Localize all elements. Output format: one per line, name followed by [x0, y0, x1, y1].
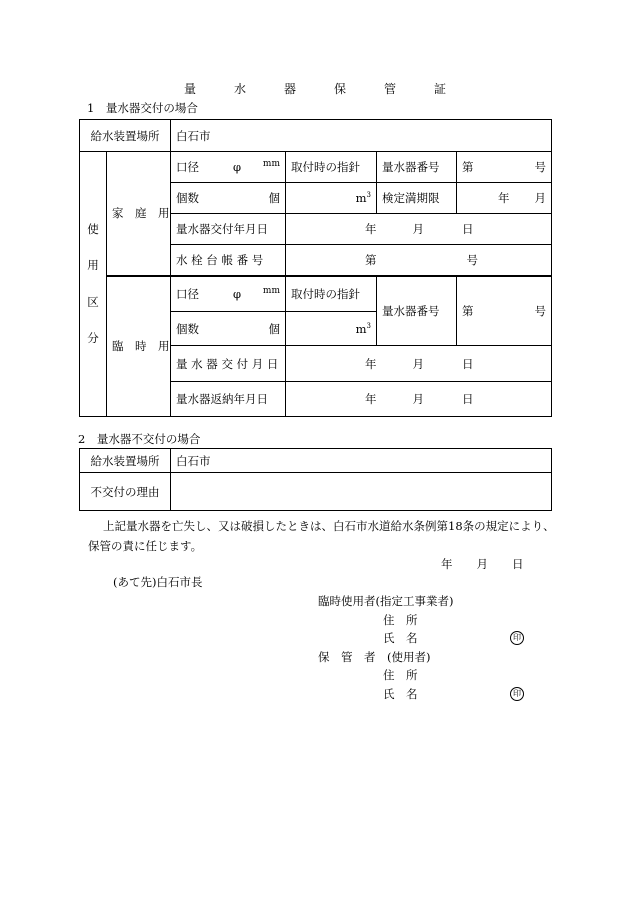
temp-caliber-cell[interactable]: 口径 φ mm: [171, 276, 286, 312]
install-reading-label: 取付時の指針: [286, 152, 377, 183]
reading-value[interactable]: $m^3$: [286, 183, 377, 214]
temp-return-date-label: 量水器返納年月日: [171, 382, 286, 417]
household-use-label: 家 庭 用: [107, 152, 171, 276]
location-value[interactable]: 白石市: [171, 120, 552, 152]
non-issue-reason-value[interactable]: [171, 473, 552, 511]
section2-table: [79, 448, 552, 511]
caliber-cell[interactable]: 口径 φ mm: [171, 152, 286, 183]
keeper-name-label: 氏 名: [383, 687, 418, 701]
expiry-value[interactable]: 年 月: [457, 183, 552, 214]
statement-date[interactable]: 年 月 日: [441, 557, 524, 571]
addressee: (あて先)白石市長: [113, 575, 203, 589]
non-issue-reason-label: 不交付の理由: [80, 473, 171, 511]
seal-icon: 印: [510, 629, 524, 645]
expiry-label: 検定満期限: [377, 183, 457, 214]
title-char: 管: [384, 82, 397, 96]
keeper-address-label: 住 所: [383, 668, 418, 682]
meter-number-label: 量水器番号: [377, 152, 457, 183]
usage-category-label: 使 用 区 分: [80, 152, 107, 417]
count-cell[interactable]: 個数 個: [171, 183, 286, 214]
hydrant-register-value[interactable]: 第 号: [286, 245, 552, 276]
temp-reading-value[interactable]: $m^3$: [286, 312, 377, 346]
temp-user-heading: 臨時使用者(指定工事業者): [318, 594, 454, 608]
temp-user-name-label: 氏 名: [383, 631, 418, 645]
title-char: 保: [334, 82, 347, 96]
s2-location-value[interactable]: 白石市: [171, 449, 552, 473]
title-char: 水: [233, 82, 246, 96]
issue-date-value[interactable]: 年 月 日: [286, 214, 552, 245]
keeper-heading: 保 管 者 (使用者): [318, 650, 431, 664]
s2-location-label: 給水装置場所: [80, 449, 171, 473]
temp-install-reading-label: 取付時の指針: [286, 276, 377, 312]
statement-line1: 上記量水器を亡失し、又は破損したときは、白石市水道給水条例第18条の規定により、: [103, 519, 555, 533]
temp-user-address-label: 住 所: [383, 613, 418, 627]
title-char: 器: [283, 82, 296, 96]
temp-meter-number-value[interactable]: 第 号: [457, 276, 552, 346]
statement-line2: 保管の責に任じます。: [88, 539, 203, 553]
issue-date-label: 量水器交付年月日: [171, 214, 286, 245]
section2-heading: 2 量水器不交付の場合: [78, 432, 201, 446]
location-label: 給水装置場所: [80, 120, 171, 152]
title-char: 証: [434, 82, 447, 96]
temp-issue-date-label: 量 水 器 交 付 月 日: [171, 346, 286, 382]
temp-return-date-value[interactable]: 年 月 日: [286, 382, 552, 417]
section1-heading: 1 量水器交付の場合: [87, 101, 198, 115]
temp-count-cell[interactable]: 個数 個: [171, 312, 286, 346]
title-char: 量: [183, 82, 196, 96]
temp-meter-number-label: 量水器番号: [377, 276, 457, 346]
hydrant-register-label: 水 栓 台 帳 番 号: [171, 245, 286, 276]
seal-icon: 印: [510, 685, 524, 701]
meter-number-value[interactable]: 第 号: [457, 152, 552, 183]
section1-table: [79, 119, 552, 417]
document-title: [0, 80, 630, 97]
temp-issue-date-value[interactable]: 年 月 日: [286, 346, 552, 382]
temporary-use-label: 臨 時 用: [107, 276, 171, 417]
